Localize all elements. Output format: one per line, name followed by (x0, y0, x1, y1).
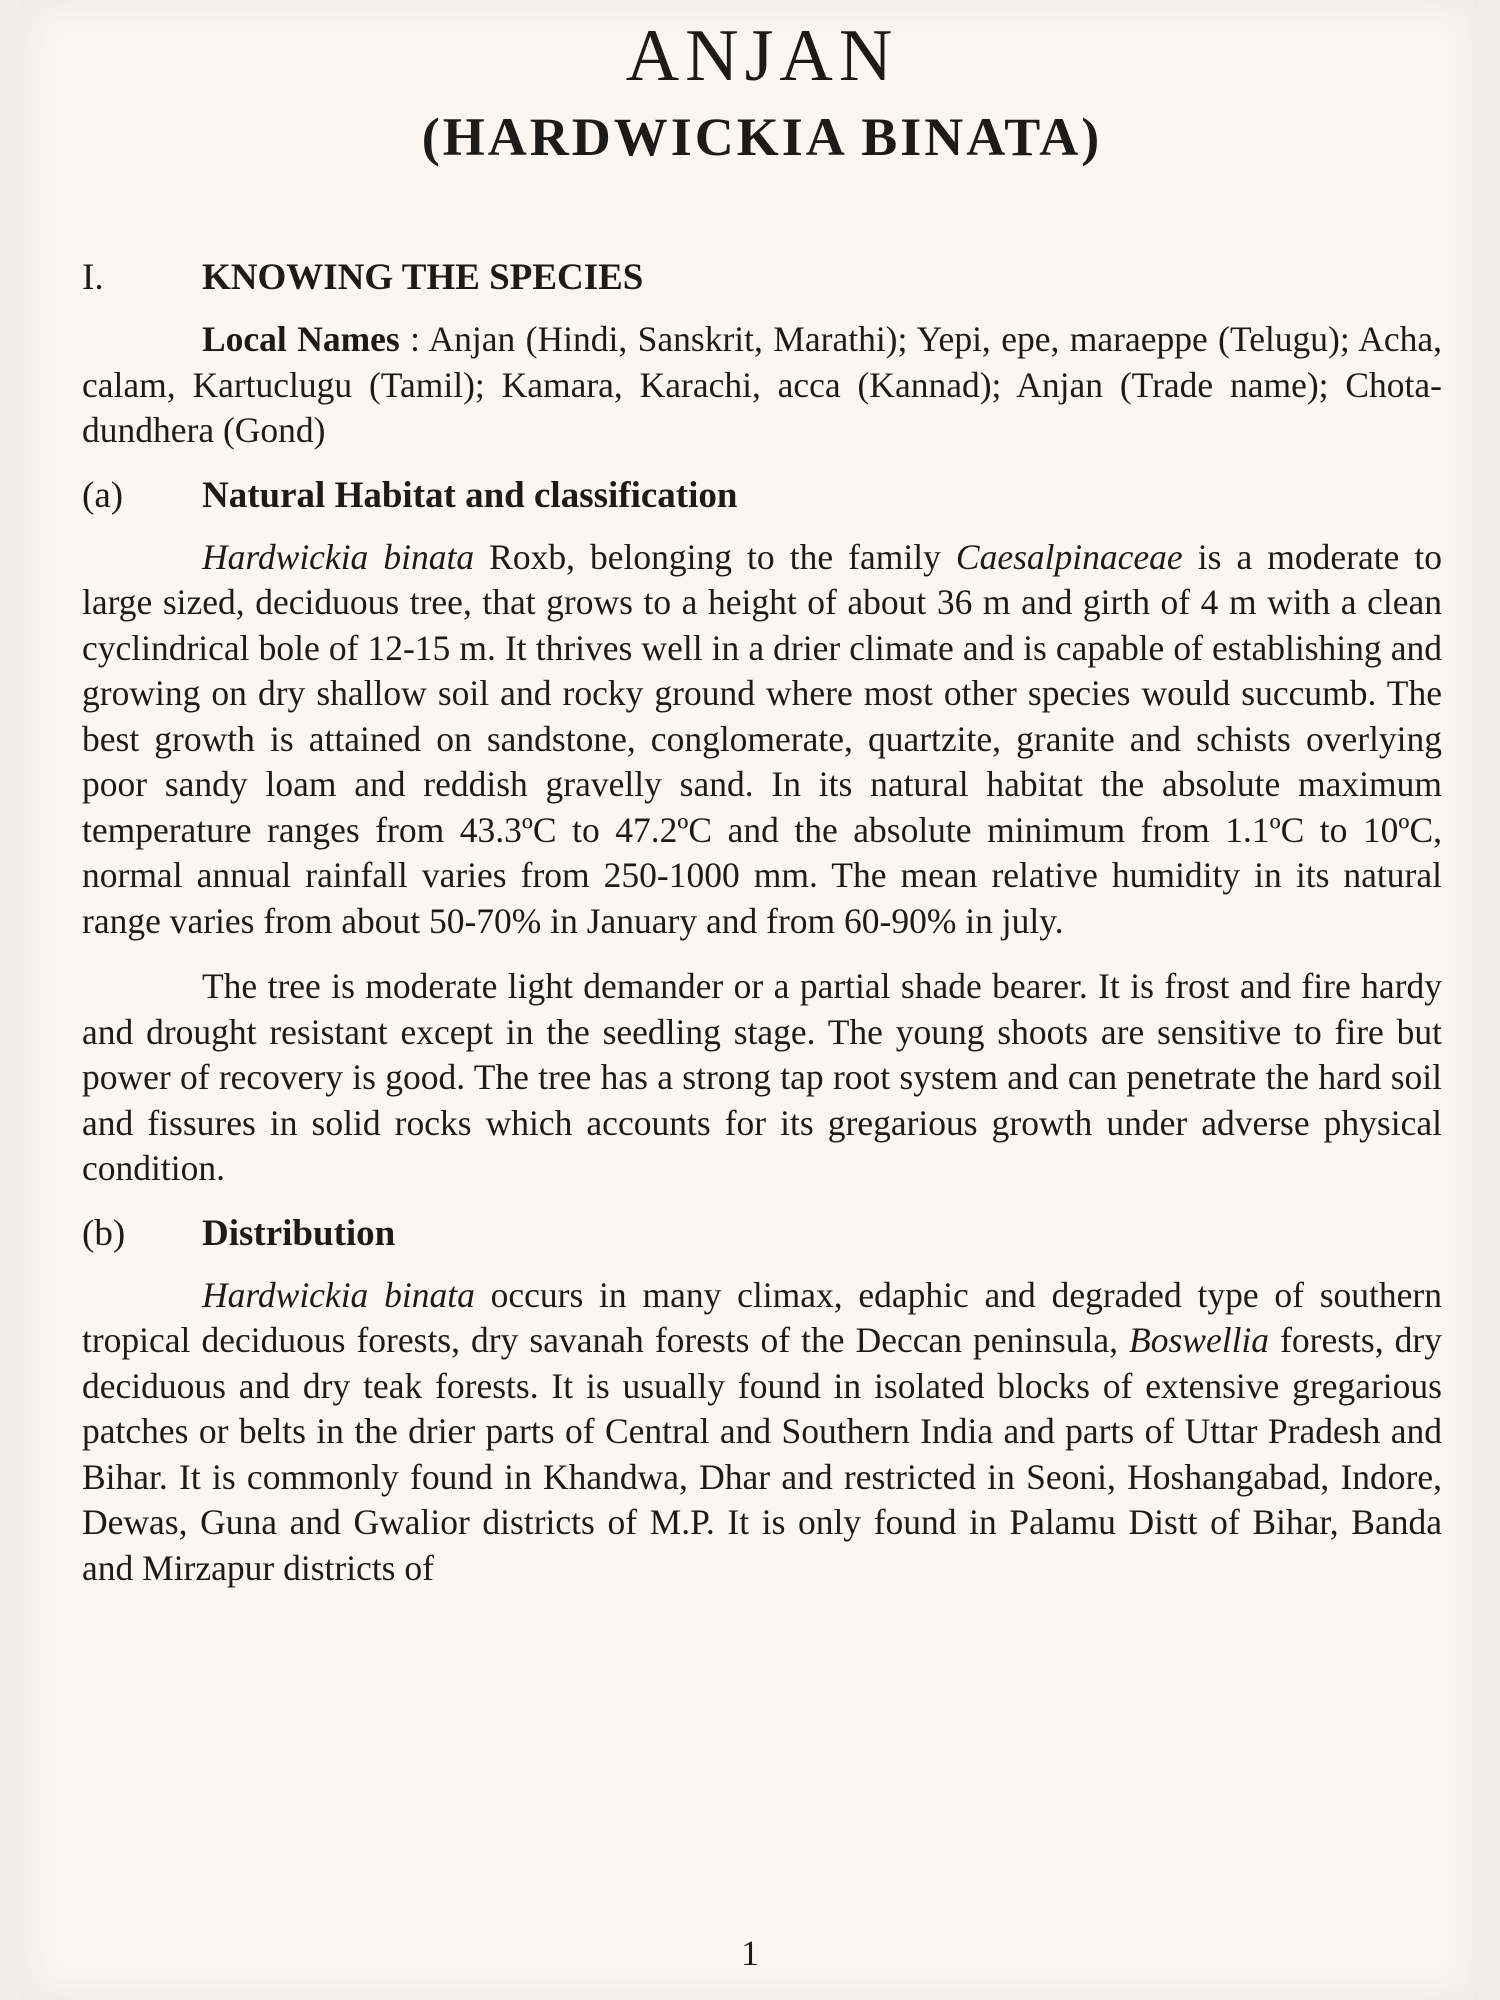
book-page (22, 0, 1478, 2000)
page-subtitle: (HARDWICKIA BINATA) (421, 107, 1103, 167)
shade-paragraph: The tree is moderate light demander or a partial shade bearer. It is frost and fire hardy and drought resistant except in the seedling stage. The young shoots are sensitive to fire but power of recovery is good. The tree has a strong tap root system and can penetrate the hard soil and fissures in solid rocks which accounts for its gregarious growth under adverse physical condition. (82, 966, 1442, 1188)
section-number: I. (82, 257, 104, 298)
species-name: Hardwickia binata (202, 536, 475, 577)
subsection-title-a: Natural Habitat and classification (202, 474, 738, 516)
distribution-text-1: occurs in many climax, edaphic and degraded type of southern tropical deciduous forests, dry savanah forests of the Deccan peninsula, (82, 1274, 1443, 1360)
page-title: ANJAN (625, 15, 899, 97)
subsection-number-a: (a) (82, 474, 124, 516)
section-title: KNOWING THE SPECIES (202, 257, 644, 298)
subsection-heading-b (82, 1212, 1442, 1255)
subsection-heading-a (82, 474, 1442, 517)
page-number: 1 (741, 1933, 759, 1973)
local-names-label: Local Names (202, 319, 400, 359)
local-names-text: : Anjan (Hindi, Sanskrit, Marathi); Yepi, epe, maraeppe (Telugu); Acha, calam, Kartuclugu (Tamil); Kamara, Karachi, acca (Kannad); Anjan (Trade name); Chota-dundhera (Gond) (82, 319, 1442, 450)
habitat-paragraph (82, 535, 1442, 945)
habitat-text-2: is a moderate to large sized, deciduous tree, that grows to a height of about 36 m and girth of 4 m with a clean cyclindrical bole of 12-15 m. It thrives well in a drier climate and is capable of establishing and growing on dry shallow soil and rocky ground where most other species would succumb. The best growth is attained on sandstone, conglomerate, quartzite, granite and schists overlying poor sandy loam and reddish gravelly sand. In its natural habitat the absolute maximum temperature ranges from 43.3ºC to 47.2ºC and the absolute minimum from 1.1ºC to 10ºC, normal annual rainfall varies from 250-1000 mm. The mean relative humidity in its natural range varies from about 50-70% in January and from 60-90% in july. (82, 536, 1442, 941)
habitat-text-1: Roxb, belonging to the family (474, 536, 956, 577)
distribution-paragraph (82, 1273, 1442, 1592)
local-names-paragraph (82, 317, 1442, 454)
species-name-2: Hardwickia binata (202, 1274, 475, 1315)
family-name: Caesalpinaceae (955, 536, 1183, 577)
distribution-text-2: forests, dry deciduous and dry teak forests. It is usually found in isolated blocks of extensive gregarious patches or belts in the drier parts of Central and Southern India and parts of Uttar Pradesh and Bihar. It is commonly found in Khandwa, Dhar and restricted in Seoni, Hoshangabad, Indore, Dewas, Guna and Gwalior districts of M.P. It is only found in Palamu Distt of Bihar, Banda and Mirzapur districts of (82, 1320, 1442, 1588)
subsection-title-b: Distribution (202, 1212, 396, 1254)
subsection-number-b: (b) (82, 1212, 126, 1254)
page-content (82, 10, 1442, 1591)
genus-name: Boswellia (1129, 1320, 1270, 1360)
section-heading (82, 256, 1442, 299)
